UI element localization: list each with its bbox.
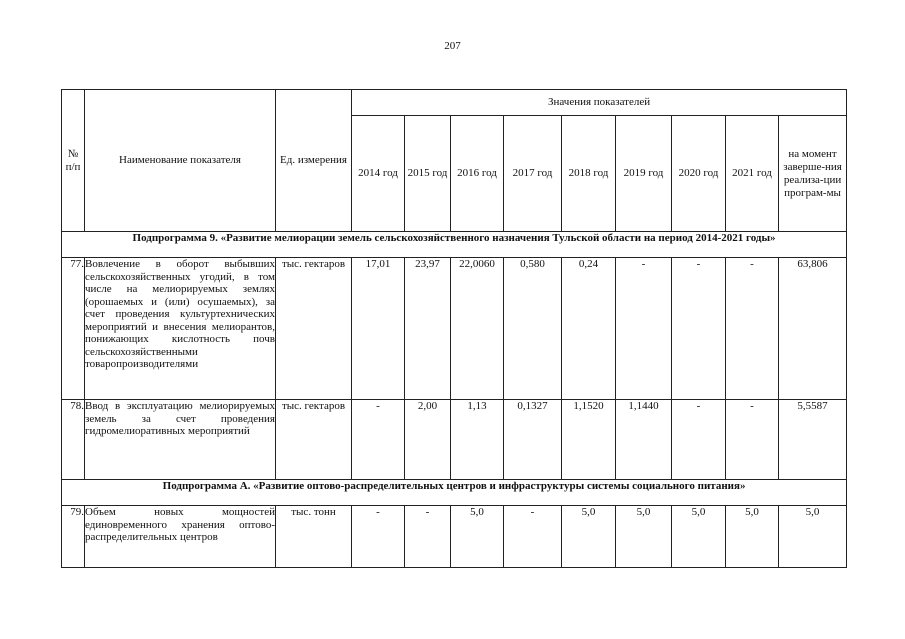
section-title-row	[62, 232, 847, 258]
row-moment-value: 63,806	[779, 258, 847, 400]
section-title: Подпрограмма 9. «Развитие мелиорации земель сельскохозяйственного назначения Тульской области на период 2014-2021 годы»	[62, 232, 847, 258]
header-year: 2014 год	[352, 116, 405, 232]
header-year: 2021 год	[726, 116, 779, 232]
row-value: 1,1520	[562, 400, 616, 480]
row-value: 5,0	[726, 506, 779, 568]
header-year: 2019 год	[616, 116, 672, 232]
row-value: 22,0060	[451, 258, 504, 400]
row-moment-value: 5,0	[779, 506, 847, 568]
header-name: Наименование показателя	[85, 90, 276, 232]
row-number: 78.	[62, 400, 85, 480]
row-value: 1,1440	[616, 400, 672, 480]
header-year: 2015 год	[405, 116, 451, 232]
row-value: -	[672, 258, 726, 400]
row-value: 0,1327	[504, 400, 562, 480]
row-value: 5,0	[672, 506, 726, 568]
row-unit: тыс. гектаров	[276, 258, 352, 400]
header-unit: Ед. измерения	[276, 90, 352, 232]
row-value: -	[352, 400, 405, 480]
row-value: 1,13	[451, 400, 504, 480]
table-row	[62, 400, 847, 480]
row-value: 23,97	[405, 258, 451, 400]
row-number: 77.	[62, 258, 85, 400]
row-name: Ввод в эксплуатацию мелиорируемых земель за счет проведения гидромелиоративных мероприятий	[85, 400, 276, 480]
header-values-group: Значения показателей	[352, 90, 847, 116]
row-value: -	[405, 506, 451, 568]
row-value: -	[504, 506, 562, 568]
row-value: 0,24	[562, 258, 616, 400]
row-unit: тыс. гектаров	[276, 400, 352, 480]
header-num: № п/п	[62, 90, 85, 232]
row-value: 0,580	[504, 258, 562, 400]
table-row	[62, 506, 847, 568]
header-year: 2017 год	[504, 116, 562, 232]
row-value: -	[672, 400, 726, 480]
row-number: 79.	[62, 506, 85, 568]
section-title: Подпрограмма А. «Развитие оптово-распределительных центров и инфраструктуры системы социального питания»	[62, 480, 847, 506]
header-year: 2016 год	[451, 116, 504, 232]
row-value: 2,00	[405, 400, 451, 480]
header-moment: на момент заверше-ния реализа-ции програм-мы	[779, 116, 847, 232]
page-number: 207	[444, 40, 461, 52]
row-name: Объем новых мощностей единовременного хранения оптово-распределительных центров	[85, 506, 276, 568]
row-value: -	[352, 506, 405, 568]
row-value: 5,0	[451, 506, 504, 568]
row-value: -	[616, 258, 672, 400]
row-value: -	[726, 400, 779, 480]
indicators-table	[61, 89, 847, 568]
row-value: 17,01	[352, 258, 405, 400]
row-moment-value: 5,5587	[779, 400, 847, 480]
row-value: 5,0	[562, 506, 616, 568]
row-value: 5,0	[616, 506, 672, 568]
section-title-row	[62, 480, 847, 506]
row-unit: тыс. тонн	[276, 506, 352, 568]
table-row	[62, 258, 847, 400]
header-row-1	[62, 90, 847, 116]
row-name: Вовлечение в оборот выбывших сельскохозяйственных угодий, в том числе на мелиорируемых землях (орошаемых и (или) осушаемых), за счет проведения культуртехнических мероприятий и внесения мелиорантов, понижающих кислотность почв сельскохозяйственными товаропроизводителями	[85, 258, 276, 400]
header-year: 2020 год	[672, 116, 726, 232]
header-year: 2018 год	[562, 116, 616, 232]
row-value: -	[726, 258, 779, 400]
